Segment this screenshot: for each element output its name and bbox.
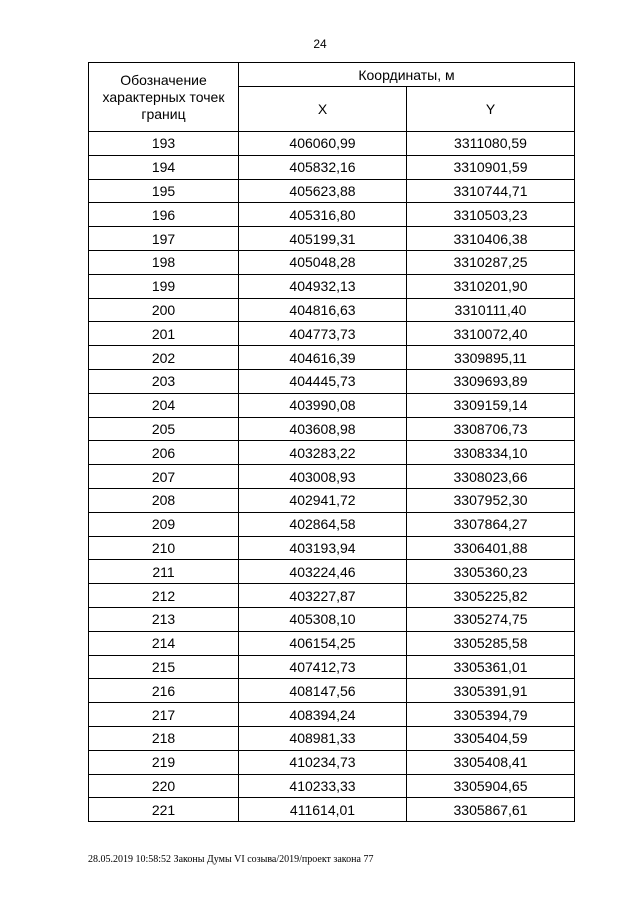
point-number-cell: 193 xyxy=(89,132,239,156)
point-number-cell: 212 xyxy=(89,584,239,608)
x-coordinate-cell: 408981,33 xyxy=(239,726,407,750)
y-coordinate-cell: 3305225,82 xyxy=(407,584,575,608)
x-coordinate-cell: 403990,08 xyxy=(239,393,407,417)
table-row xyxy=(89,607,575,631)
table-row xyxy=(89,465,575,489)
table-row xyxy=(89,179,575,203)
y-coordinate-cell: 3308706,73 xyxy=(407,417,575,441)
coordinates-header: Координаты, м xyxy=(239,63,575,87)
table-row xyxy=(89,798,575,822)
table-row xyxy=(89,655,575,679)
y-coordinate-cell: 3307952,30 xyxy=(407,488,575,512)
table-row xyxy=(89,369,575,393)
x-coordinate-cell: 407412,73 xyxy=(239,655,407,679)
table-row xyxy=(89,584,575,608)
x-coordinate-cell: 406154,25 xyxy=(239,631,407,655)
point-number-cell: 207 xyxy=(89,465,239,489)
x-coordinate-cell: 404932,13 xyxy=(239,274,407,298)
table-row xyxy=(89,250,575,274)
x-coordinate-cell: 408147,56 xyxy=(239,679,407,703)
point-number-cell: 214 xyxy=(89,631,239,655)
table-row xyxy=(89,536,575,560)
table-row xyxy=(89,703,575,727)
x-coordinate-cell: 405623,88 xyxy=(239,179,407,203)
table-row xyxy=(89,298,575,322)
y-coordinate-cell: 3310072,40 xyxy=(407,322,575,346)
x-coordinate-cell: 403008,93 xyxy=(239,465,407,489)
y-coordinate-cell: 3306401,88 xyxy=(407,536,575,560)
x-coordinate-cell: 404445,73 xyxy=(239,369,407,393)
x-coordinate-cell: 402941,72 xyxy=(239,488,407,512)
table-row xyxy=(89,774,575,798)
table-row xyxy=(89,203,575,227)
footer-stamp: 28.05.2019 10:58:52 Законы Думы VI созыва/2019/проект закона 77 xyxy=(88,854,374,865)
point-number-cell: 218 xyxy=(89,726,239,750)
point-number-cell: 201 xyxy=(89,322,239,346)
y-coordinate-cell: 3307864,27 xyxy=(407,512,575,536)
y-coordinate-cell: 3310111,40 xyxy=(407,298,575,322)
table-row xyxy=(89,274,575,298)
point-number-cell: 211 xyxy=(89,560,239,584)
y-coordinate-cell: 3309693,89 xyxy=(407,369,575,393)
table-body xyxy=(89,132,575,822)
point-number-cell: 204 xyxy=(89,393,239,417)
table-row xyxy=(89,393,575,417)
x-coordinate-cell: 410234,73 xyxy=(239,750,407,774)
table-row xyxy=(89,488,575,512)
y-coordinate-cell: 3308023,66 xyxy=(407,465,575,489)
y-coordinate-cell: 3309159,14 xyxy=(407,393,575,417)
y-coordinate-cell: 3309895,11 xyxy=(407,346,575,370)
table-row xyxy=(89,417,575,441)
x-coordinate-cell: 403608,98 xyxy=(239,417,407,441)
table-row xyxy=(89,726,575,750)
table-row xyxy=(89,679,575,703)
point-number-cell: 206 xyxy=(89,441,239,465)
y-coordinate-cell: 3310406,38 xyxy=(407,227,575,251)
point-number-cell: 196 xyxy=(89,203,239,227)
table-row xyxy=(89,750,575,774)
x-coordinate-cell: 405048,28 xyxy=(239,250,407,274)
y-coordinate-cell: 3305360,23 xyxy=(407,560,575,584)
table-row xyxy=(89,227,575,251)
table-row xyxy=(89,322,575,346)
point-number-cell: 199 xyxy=(89,274,239,298)
x-coordinate-cell: 404816,63 xyxy=(239,298,407,322)
coordinates-table xyxy=(88,62,575,822)
table-row xyxy=(89,346,575,370)
point-number-cell: 197 xyxy=(89,227,239,251)
x-coordinate-cell: 403224,46 xyxy=(239,560,407,584)
point-number-cell: 210 xyxy=(89,536,239,560)
x-coordinate-cell: 405308,10 xyxy=(239,607,407,631)
point-number-cell: 221 xyxy=(89,798,239,822)
y-coordinate-cell: 3311080,59 xyxy=(407,132,575,156)
y-coordinate-cell: 3305904,65 xyxy=(407,774,575,798)
x-coordinate-cell: 403193,94 xyxy=(239,536,407,560)
point-number-cell: 215 xyxy=(89,655,239,679)
x-coordinate-cell: 404773,73 xyxy=(239,322,407,346)
point-number-cell: 219 xyxy=(89,750,239,774)
y-coordinate-cell: 3310201,90 xyxy=(407,274,575,298)
point-number-cell: 216 xyxy=(89,679,239,703)
x-coordinate-cell: 411614,01 xyxy=(239,798,407,822)
y-coordinate-cell: 3305404,59 xyxy=(407,726,575,750)
x-coordinate-cell: 402864,58 xyxy=(239,512,407,536)
x-header: X xyxy=(239,87,407,132)
point-number-cell: 209 xyxy=(89,512,239,536)
y-coordinate-cell: 3310901,59 xyxy=(407,155,575,179)
y-coordinate-cell: 3310503,23 xyxy=(407,203,575,227)
table-row xyxy=(89,560,575,584)
point-number-cell: 194 xyxy=(89,155,239,179)
y-coordinate-cell: 3310744,71 xyxy=(407,179,575,203)
y-coordinate-cell: 3305361,01 xyxy=(407,655,575,679)
table-row xyxy=(89,155,575,179)
point-number-cell: 195 xyxy=(89,179,239,203)
x-coordinate-cell: 405316,80 xyxy=(239,203,407,227)
x-coordinate-cell: 403283,22 xyxy=(239,441,407,465)
point-number-cell: 217 xyxy=(89,703,239,727)
table-row xyxy=(89,512,575,536)
point-number-cell: 213 xyxy=(89,607,239,631)
page-number: 24 xyxy=(313,37,327,51)
point-number-cell: 202 xyxy=(89,346,239,370)
x-coordinate-cell: 405199,31 xyxy=(239,227,407,251)
point-number-cell: 205 xyxy=(89,417,239,441)
x-coordinate-cell: 405832,16 xyxy=(239,155,407,179)
point-label-header: Обозначение характерных точек границ xyxy=(89,63,239,132)
y-coordinate-cell: 3305274,75 xyxy=(407,607,575,631)
table-row xyxy=(89,441,575,465)
x-coordinate-cell: 406060,99 xyxy=(239,132,407,156)
y-header: Y xyxy=(407,87,575,132)
y-coordinate-cell: 3305391,91 xyxy=(407,679,575,703)
x-coordinate-cell: 410233,33 xyxy=(239,774,407,798)
point-number-cell: 200 xyxy=(89,298,239,322)
table-row xyxy=(89,132,575,156)
point-number-cell: 208 xyxy=(89,488,239,512)
y-coordinate-cell: 3310287,25 xyxy=(407,250,575,274)
y-coordinate-cell: 3305408,41 xyxy=(407,750,575,774)
table-row xyxy=(89,631,575,655)
y-coordinate-cell: 3305394,79 xyxy=(407,703,575,727)
x-coordinate-cell: 408394,24 xyxy=(239,703,407,727)
y-coordinate-cell: 3308334,10 xyxy=(407,441,575,465)
point-number-cell: 220 xyxy=(89,774,239,798)
x-coordinate-cell: 403227,87 xyxy=(239,584,407,608)
point-number-cell: 203 xyxy=(89,369,239,393)
x-coordinate-cell: 404616,39 xyxy=(239,346,407,370)
y-coordinate-cell: 3305867,61 xyxy=(407,798,575,822)
y-coordinate-cell: 3305285,58 xyxy=(407,631,575,655)
point-number-cell: 198 xyxy=(89,250,239,274)
